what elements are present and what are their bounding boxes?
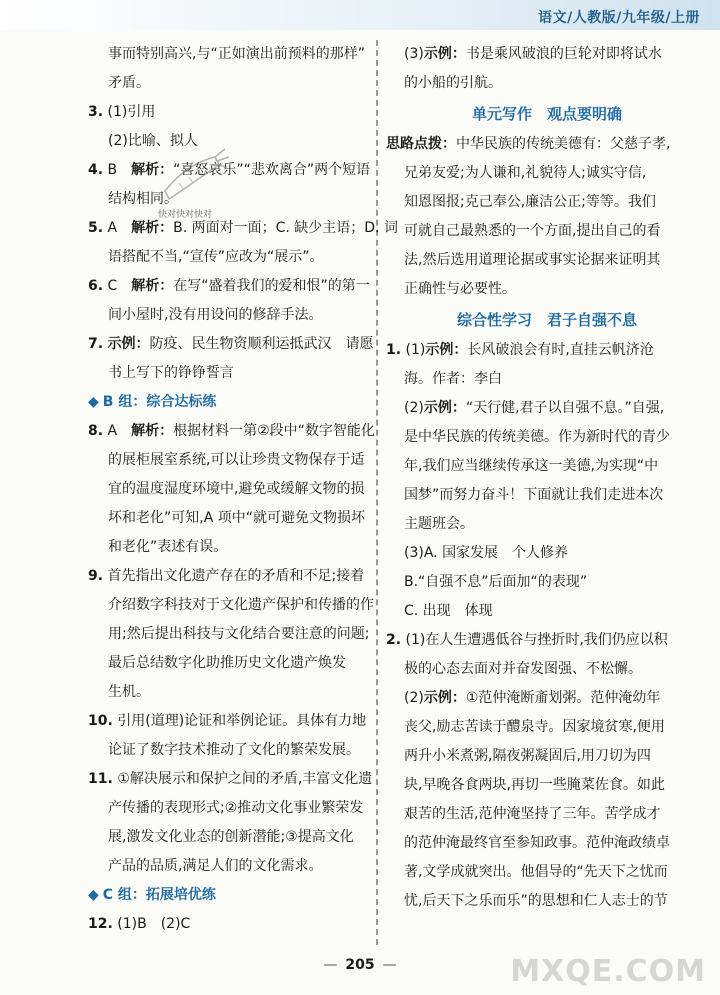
right-writing: [386, 130, 708, 304]
text-line: 是中华民族的传统美德。作为新时代的青少: [404, 429, 670, 445]
text-line: 丧父,励志苦读于醴泉寺。因家境贫寒,便用: [404, 719, 665, 735]
group-b-label: B 组：综合达标练: [102, 394, 217, 410]
section-study-title: 综合性学习 君子自强不息: [456, 311, 637, 329]
text-line: 知恩图报;克己奉公,廉洁公正;等等。我们: [404, 194, 656, 210]
text-line: 9. 首先指出文化遗产存在的矛盾和不足;接着: [88, 568, 365, 584]
text-line: 块,早晚各食两块,再切一些腌菜佐食。如此: [404, 777, 665, 793]
text-line: B.“自强不息”后面加“的表现”: [404, 574, 588, 590]
right-answers-top: [386, 40, 708, 98]
text-line: 极的心态去面对并奋发图强、不松懈。: [404, 661, 642, 677]
text-line: 忧,后天下之乐而乐”的思想和仁人志士的节: [404, 893, 668, 909]
text-line: 1. (1)示例：长风破浪会有时,直挂云帆济沧: [386, 342, 654, 358]
text-line: 年,我们应当继续传承这一美德,为实现“中: [404, 458, 659, 474]
carrot-stamp-icon: [155, 147, 233, 205]
text-line: 最后总结数字化助推历史文化遗产焕发: [108, 655, 346, 671]
text-line: 思路点拨：中华民族的传统美德有：父慈子孝,: [386, 136, 671, 152]
header-bar: [0, 0, 720, 30]
text-line: 正确性与必要性。: [404, 281, 516, 297]
text-line: 海。作者：李白: [404, 371, 502, 387]
watermark: MXQE.COM: [510, 954, 706, 989]
left-answers-a: [88, 40, 398, 388]
text-line: 8. A 解析：根据材料一第②段中“数字智能化: [88, 423, 375, 439]
group-b-title: [88, 388, 370, 417]
text-line: 展,激发文化业态的创新潜能;③提高文化: [108, 829, 354, 845]
text-line: 矛盾。: [108, 75, 150, 91]
text-line: 论证了数字技术推动了文化的繁荣发展。: [108, 742, 360, 758]
text-line: 和老化”表述有误。: [108, 539, 228, 555]
text-line: 的范仲淹最终官至参知政事。范仲淹政绩卓: [404, 835, 670, 851]
text-line: 兄弟友爱;为人谦和,礼貌待人;诚实守信,: [404, 165, 647, 181]
text-line: 语搭配不当,“宣传”应改为“展示”。: [108, 249, 324, 265]
text-line: 5. A 解析：B. 两面对一面；C. 缺少主语；D. 词: [88, 220, 398, 236]
text-line: (2)示例：①范仲淹断齑划粥。范仲淹幼年: [404, 690, 661, 706]
text-line: (3)A. 国家发展 个人修养: [404, 545, 569, 561]
text-line: 6. C 解析：在写“盛着我们的爱和恨”的第一: [88, 278, 370, 294]
text-line: 国梦”而努力奋斗！下面就让我们走进本次: [404, 487, 664, 503]
text-line: (2)比喻、拟人: [108, 133, 198, 149]
right-column: [386, 40, 708, 916]
diamond-icon: ◆: [88, 394, 99, 410]
page-number: — 205 —: [323, 957, 397, 973]
text-line: 介绍数字科技对于文化遗产保护和传播的作: [108, 597, 374, 613]
text-line: 用;然后提出科技与文化结合要注意的问题;: [108, 626, 370, 642]
text-line: 艰苦的生活,范仲淹坚持了三年。苦学成才: [404, 806, 661, 822]
diamond-icon: ◆: [88, 887, 99, 903]
text-line: 书上写下的铮铮誓言: [108, 365, 234, 381]
text-line: 宜的温度湿度环境中,避免或缓解文物的损: [108, 481, 365, 497]
text-line: 事而特别高兴,与“正如演出前预料的那样”: [108, 46, 365, 62]
text-line: 4. B 解析：“喜怒哀乐”“悲欢离合”两个短语: [88, 162, 371, 178]
text-line: 坏和老化”可知,A 项中“就可避免文物损坏: [108, 510, 365, 526]
text-line: 10. 引用(道理)论证和举例论证。具体有力地: [88, 713, 367, 729]
left-answers-c: [88, 910, 370, 939]
text-line: 结构相同。: [108, 191, 178, 207]
page-number-value: 205: [345, 957, 375, 973]
text-line: 两升小米煮粥,隔夜粥凝固后,用刀切为四: [404, 748, 651, 764]
text-line: 产传播的表现形式;②推动文化事业繁荣发: [108, 800, 364, 816]
text-line: 3. (1)引用: [88, 104, 156, 120]
text-line: (2)示例：“天行健,君子以自强不息。”自强,: [404, 400, 665, 416]
text-line: 生机。: [108, 684, 150, 700]
section-writing-title: 单元写作 观点要明确: [471, 105, 622, 123]
text-line: 间小屋时,没有用设问的修辞手法。: [108, 307, 323, 323]
text-line: 7. 示例：防疫、民生物资顺利运抵武汉 请愿: [88, 336, 374, 352]
text-line: 11. ①解决展示和保护之间的矛盾,丰富文化遗: [88, 771, 373, 787]
text-line: 12. (1)B (2)C: [88, 916, 191, 932]
text-line: 著,文学成就突出。他倡导的“先天下之忧而: [404, 864, 668, 880]
text-line: (3)示例：书是乘风破浪的巨轮对即将试水: [404, 46, 662, 62]
text-line: 产品的品质,满足人们的文化需求。: [108, 858, 323, 874]
text-line: 的小船的引航。: [404, 75, 502, 91]
text-line: 2. (1)在人生遭遇低谷与挫折时,我们仍应以积: [386, 632, 668, 648]
text-line: 法,然后选用道理论据或事实论据来证明其: [404, 252, 661, 268]
text-line: 的展柜展室系统,可以让珍贵文物保存于适: [108, 452, 365, 468]
column-divider: [376, 40, 378, 945]
group-c-label: C 组：拓展培优练: [102, 887, 216, 903]
text-line: C. 出现 体现: [404, 603, 493, 619]
book-title: 语文/人教版/九年级/上册: [538, 10, 700, 26]
right-study: [386, 336, 708, 916]
stamp-caption: 快对快对快对: [158, 210, 213, 220]
text-line: 主题班会。: [404, 516, 474, 532]
left-answers-b: [88, 417, 375, 881]
group-c-title: [88, 881, 370, 910]
text-line: 可就自己最熟悉的一个方面,提出自己的看: [404, 223, 661, 239]
